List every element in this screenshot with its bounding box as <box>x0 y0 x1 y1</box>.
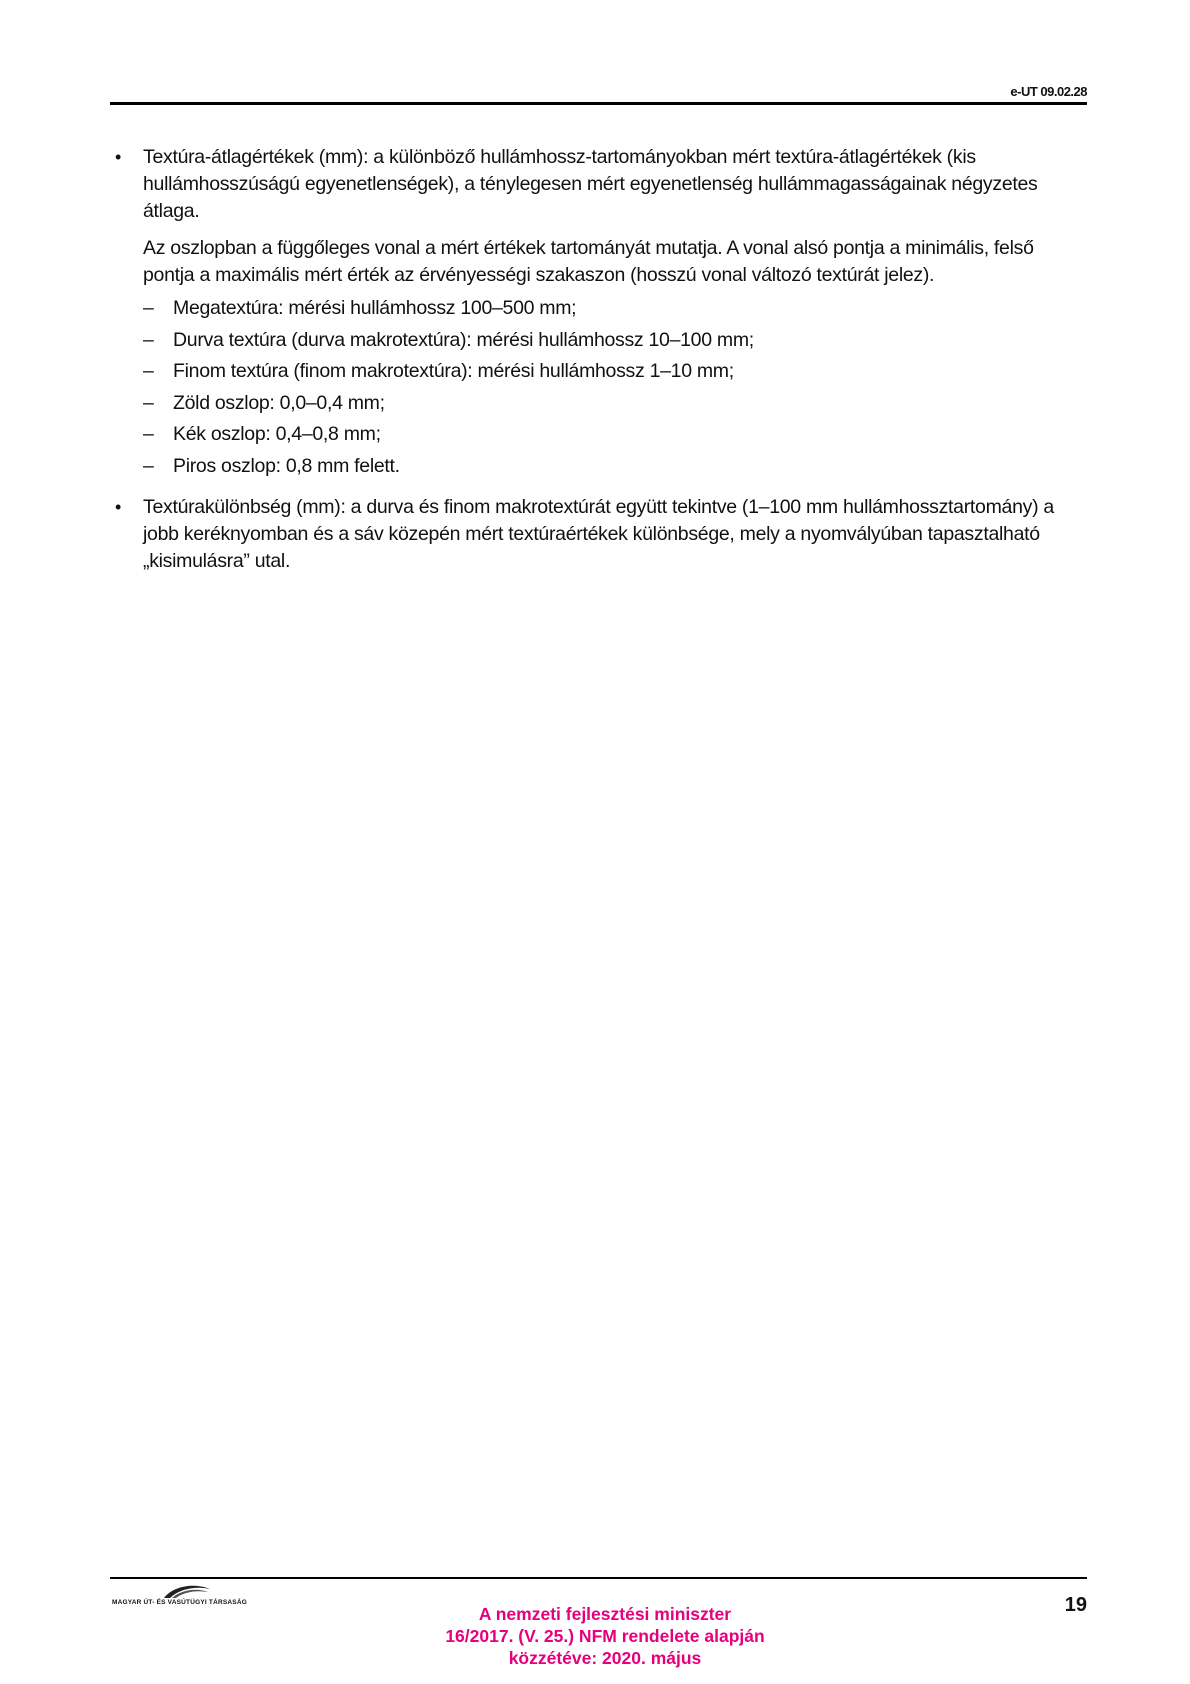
dash-symbol: – <box>143 360 154 382</box>
document-code: e-UT 09.02.28 <box>1010 84 1087 99</box>
dash-item-text: Finom textúra (finom makrotextúra): mérési hullámhossz 1–10 mm; <box>173 360 734 382</box>
dash-item-text: Durva textúra (durva makrotextúra): mérési hullámhossz 10–100 mm; <box>173 328 754 351</box>
bullet-text-texture-difference: Textúrakülönbség (mm): a durva és finom makrotextúrát együtt tekintve (1–100 mm hullámhossztartomány) a jobb keréknyomban és a sáv közepén mért textúraértékek különbsége, mely a nyomvályúban tapasztalható „kisimulásra” utal. <box>143 496 1054 572</box>
bullet-text-texture-average: Textúra-átlagértékek (mm): a különböző hullámhossz-tartományokban mért textúra-átlagértékek (kis hullámhosszúságú egyenetlenségek), a ténylegesen mért egyenetlenség hullámmagasságainak négyzetes átlaga. <box>143 146 1038 222</box>
dash-symbol: – <box>143 391 154 414</box>
dash-item-text: Megatextúra: mérési hullámhossz 100–500 mm; <box>173 297 577 319</box>
bullet-symbol: • <box>115 497 122 517</box>
bullet-item <box>115 494 1087 575</box>
publication-note-line: 16/2017. (V. 25.) NFM rendelete alapján <box>445 1626 765 1646</box>
column-description-paragraph: Az oszlopban a függőleges vonal a mért értékek tartományát mutatja. A vonal alsó pontja a minimális, felső pontja a maximális mért érték az érvényességi szakaszon (hosszú vonal változó textúrát jelez). <box>143 237 1034 286</box>
dash-item-text: Kék oszlop: 0,4–0,8 mm; <box>173 423 381 445</box>
bullet-item <box>115 144 1087 225</box>
page-number: 19 <box>1064 1594 1087 1616</box>
dash-symbol: – <box>143 423 154 445</box>
dash-list-item <box>143 356 1087 388</box>
logo-text: MAGYAR ÚT- ÉS VASÚTÜGYI TÁRSASÁG <box>112 1599 247 1606</box>
society-logo <box>112 1583 262 1613</box>
document-body <box>115 144 1087 575</box>
publication-note <box>395 1603 815 1669</box>
dash-list-item <box>143 451 1087 483</box>
dash-list-item <box>143 325 1087 357</box>
dash-symbol: – <box>143 297 154 319</box>
dash-list-item <box>143 388 1087 420</box>
footer-divider <box>110 1577 1087 1579</box>
dash-list-item <box>143 419 1087 451</box>
texture-dash-list <box>143 293 1087 482</box>
bullet-symbol: • <box>115 147 122 167</box>
header-divider <box>110 102 1087 105</box>
dash-symbol: – <box>143 454 154 477</box>
dash-item-text: Zöld oszlop: 0,0–0,4 mm; <box>173 391 385 414</box>
publication-note-line: A nemzeti fejlesztési miniszter <box>478 1604 732 1624</box>
logo-swoosh-icon <box>112 1583 262 1599</box>
dash-list-item <box>143 293 1087 325</box>
dash-symbol: – <box>143 328 154 351</box>
publication-note-line: közzétéve: 2020. május <box>508 1648 702 1668</box>
dash-item-text: Piros oszlop: 0,8 mm felett. <box>173 454 400 477</box>
